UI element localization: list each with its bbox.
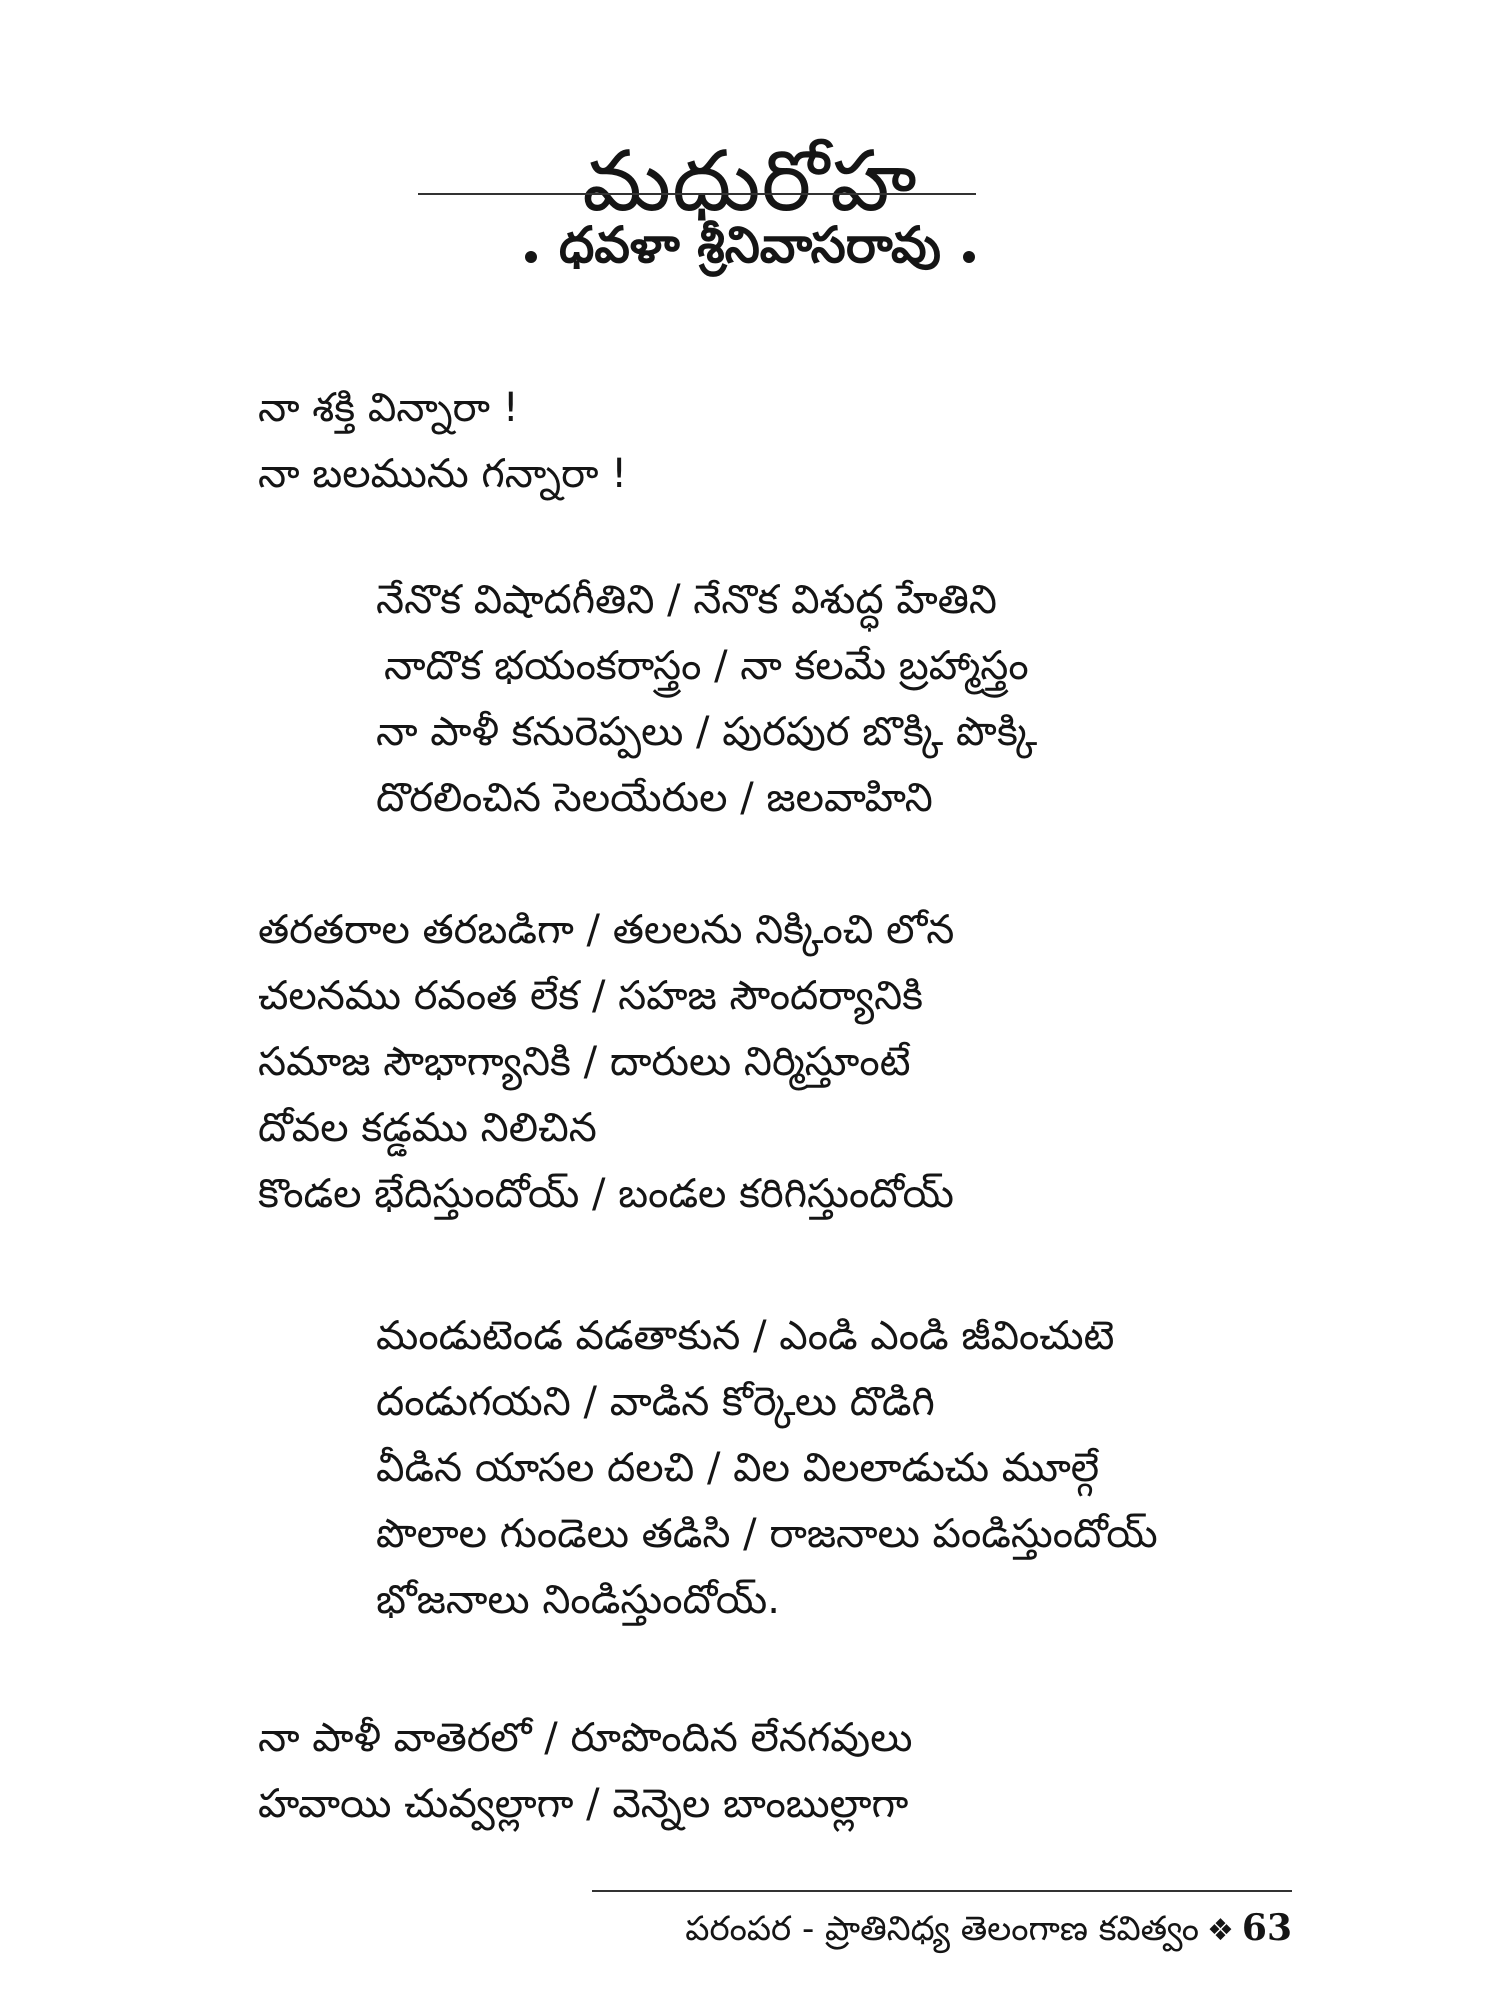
- poem-line: తరతరాల తరబడిగా / తలలను నిక్కించి లోన: [258, 907, 955, 953]
- poem-line: నా బలమును గన్నారా !: [258, 451, 628, 497]
- poem-line: చలనము రవంత లేక / సహజ సౌందర్యానికి: [258, 973, 924, 1019]
- page-footer: [592, 1898, 1292, 1961]
- poem-line: దోవల కడ్డము నిలిచిన: [258, 1105, 597, 1151]
- poem-line: పొలాల గుండెలు తడిసి / రాజనాలు పండిస్తుందోయ్: [376, 1511, 1158, 1557]
- poem-line: నా పాళీ వాతెరలో / రూపొందిన లేనగవులు: [258, 1715, 913, 1761]
- footer-divider: [592, 1890, 1292, 1892]
- poem-title: మధురోహ: [582, 132, 918, 231]
- running-title: పరంపర - ప్రాతినిధ్య తెలంగాణ కవిత్వం: [685, 1909, 1199, 1949]
- poem-line: నాదొక భయంకరాస్త్రం / నా కలమే బ్రహ్మాస్త్రం: [384, 643, 1029, 689]
- poem-line: నేనొక విషాదగీతిని / నేనొక విశుద్ధ హేతిని: [376, 577, 998, 623]
- poem-line: వీడిన యాసల దలచి / విల విలలాడుచు మూల్గే: [376, 1445, 1100, 1491]
- poem-line: సమాజ సౌభాగ్యానికి / దారులు నిర్మిస్తూంటే: [258, 1039, 911, 1085]
- poem-line: కొండల భేదిస్తుందోయ్ / బండల కరిగిస్తుందోయ్: [258, 1171, 954, 1217]
- poem-line: దొరలించిన సెలయేరుల / జలవాహిని: [376, 775, 933, 821]
- poem-line: నా శక్తి విన్నారా !: [258, 385, 519, 431]
- poem-line: మండుటెండ వడతాకున / ఎండి ఎండి జీవించుటె: [376, 1313, 1115, 1359]
- poem-line: హవాయి చువ్వల్లాగా / వెన్నెల బాంబుల్లాగా: [258, 1781, 909, 1827]
- poem-line: దండుగయని / వాడిన కోర్కెలు దొడిగి: [376, 1379, 935, 1425]
- author-name: ధవళా శ్రీనివాసరావు: [559, 216, 941, 274]
- poem-line: భోజనాలు నిండిస్తుందోయ్.: [376, 1577, 780, 1623]
- poem-line: నా పాళీ కనురెప్పలు / పురపుర బొక్కి పొక్కి: [376, 709, 1038, 755]
- ornament-icon: ❖: [1206, 1913, 1234, 1948]
- page-number: 63: [1241, 1907, 1292, 1949]
